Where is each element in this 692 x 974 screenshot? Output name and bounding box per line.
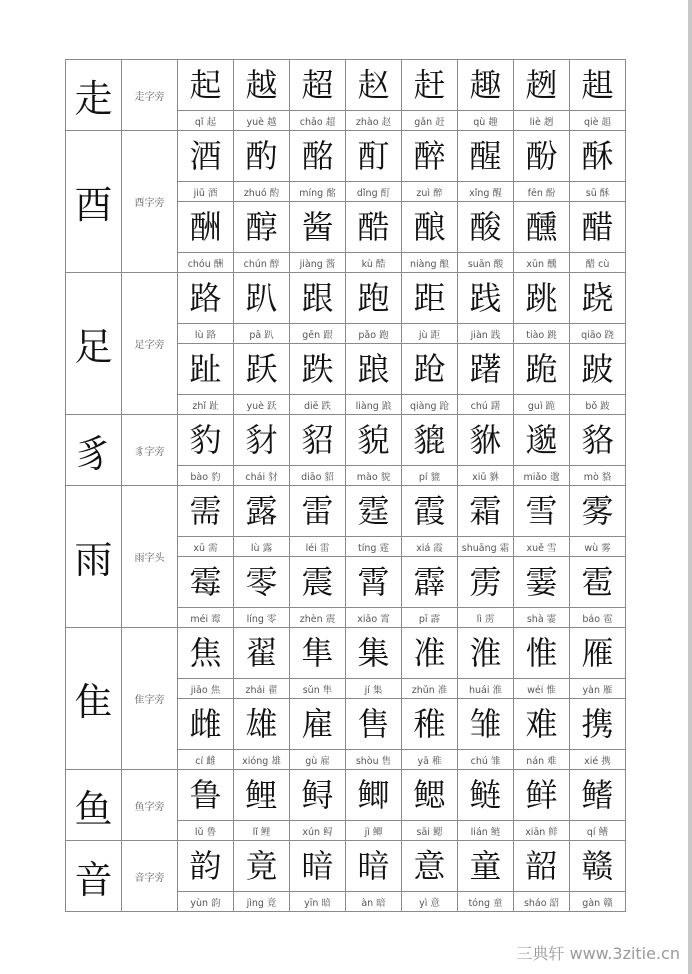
pinyin-cell: lù 路: [178, 324, 234, 344]
pinyin-cell: mào 貌: [346, 466, 402, 486]
pinyin-cell: jiàng 酱: [290, 253, 346, 273]
pinyin-cell: sháo 韶: [514, 892, 570, 912]
pinyin-cell: yīn 暗: [290, 892, 346, 912]
character-cell: 竟: [234, 841, 290, 892]
radical-name: 隹字旁: [122, 628, 178, 770]
character-cell: 霞: [402, 486, 458, 537]
character-cell: 淮: [458, 628, 514, 679]
character-cell: 翟: [234, 628, 290, 679]
pinyin-cell: bǒ 跛: [570, 395, 626, 415]
character-cell: 鲜: [514, 770, 570, 821]
character-cell: 韶: [514, 841, 570, 892]
pinyin-cell: tíng 霆: [346, 537, 402, 557]
pinyin-cell: wù 雾: [570, 537, 626, 557]
character-cell: 鲟: [290, 770, 346, 821]
pinyin-cell: gǎn 赶: [402, 111, 458, 131]
character-cell: 鲢: [458, 770, 514, 821]
pinyin-cell: yuè 越: [234, 111, 290, 131]
character-cell: 躇: [458, 344, 514, 395]
character-cell: 稚: [402, 699, 458, 750]
pinyin-cell: xiān 鲜: [514, 821, 570, 841]
character-cell: 霉: [178, 557, 234, 608]
char-row: [66, 273, 626, 324]
pinyin-cell: shòu 售: [346, 750, 402, 770]
pinyin-cell: qiāo 跷: [570, 324, 626, 344]
character-cell: 醋: [570, 202, 626, 253]
pinyin-cell: yuè 跃: [234, 395, 290, 415]
character-cell: 跷: [570, 273, 626, 324]
radical-name: 走字旁: [122, 60, 178, 131]
pinyin-cell: gù 雇: [290, 750, 346, 770]
radical-glyph: 鱼: [66, 770, 122, 841]
character-cell: 趣: [458, 60, 514, 111]
character-cell: 邈: [514, 415, 570, 466]
character-cell: 雁: [570, 628, 626, 679]
character-cell: 暗: [346, 841, 402, 892]
character-cell: 售: [346, 699, 402, 750]
char-row: [66, 770, 626, 821]
pinyin-cell: mò 貉: [570, 466, 626, 486]
pinyin-cell: dǐng 酊: [346, 182, 402, 202]
pinyin-cell: lù 露: [234, 537, 290, 557]
pinyin-cell: jù 距: [402, 324, 458, 344]
pinyin-cell: qù 趣: [458, 111, 514, 131]
pinyin-cell: zuì 醉: [402, 182, 458, 202]
character-cell: 酚: [514, 131, 570, 182]
character-cell: 露: [234, 486, 290, 537]
pinyin-cell: chóu 酬: [178, 253, 234, 273]
character-cell: 酬: [178, 202, 234, 253]
character-cell: 践: [458, 273, 514, 324]
radical-glyph: 音: [66, 841, 122, 912]
pinyin-cell: pā 趴: [234, 324, 290, 344]
char-row: [66, 60, 626, 111]
character-cell: 雾: [570, 486, 626, 537]
pinyin-cell: jiāo 焦: [178, 679, 234, 699]
pinyin-cell: yì 意: [402, 892, 458, 912]
character-cell: 貂: [290, 415, 346, 466]
pinyin-cell: liè 趔: [514, 111, 570, 131]
character-cell: 携: [570, 699, 626, 750]
pinyin-cell: jì 鲫: [346, 821, 402, 841]
character-cell: 超: [290, 60, 346, 111]
pinyin-cell: gàn 赣: [570, 892, 626, 912]
character-cell: 跛: [570, 344, 626, 395]
pinyin-cell: yā 稚: [402, 750, 458, 770]
char-row: [66, 131, 626, 182]
character-cell: 霜: [458, 486, 514, 537]
pinyin-cell: qiàng 跄: [402, 395, 458, 415]
character-cell: 酿: [402, 202, 458, 253]
character-cell: 雹: [570, 557, 626, 608]
pinyin-cell: pǎo 跑: [346, 324, 402, 344]
pinyin-cell: lì 雳: [458, 608, 514, 628]
pinyin-cell: léi 雷: [290, 537, 346, 557]
character-cell: 踉: [346, 344, 402, 395]
pinyin-cell: qǐ 起: [178, 111, 234, 131]
character-cell: 雌: [178, 699, 234, 750]
character-cell: 貅: [458, 415, 514, 466]
pinyin-cell: àn 暗: [346, 892, 402, 912]
pinyin-cell: líng 零: [234, 608, 290, 628]
pinyin-cell: sǔn 隼: [290, 679, 346, 699]
pinyin-cell: liàng 踉: [346, 395, 402, 415]
character-cell: 酌: [234, 131, 290, 182]
character-cell: 鲤: [234, 770, 290, 821]
character-cell: 酩: [290, 131, 346, 182]
pinyin-cell: shuāng 霜: [458, 537, 514, 557]
pinyin-cell: gēn 跟: [290, 324, 346, 344]
pinyin-cell: zhǔn 准: [402, 679, 458, 699]
character-cell: 豹: [178, 415, 234, 466]
character-cell: 趴: [234, 273, 290, 324]
pinyin-cell: jí 集: [346, 679, 402, 699]
pinyin-cell: pí 貔: [402, 466, 458, 486]
character-cell: 霄: [346, 557, 402, 608]
character-cell: 醺: [514, 202, 570, 253]
radical-glyph: 足: [66, 273, 122, 415]
footer-brand: 三典轩 www.3zitie.cn: [516, 944, 680, 963]
pinyin-cell: wéi 惟: [514, 679, 570, 699]
pinyin-cell: xuě 雪: [514, 537, 570, 557]
copybook-table: [65, 59, 626, 912]
character-cell: 酱: [290, 202, 346, 253]
character-cell: 跟: [290, 273, 346, 324]
pinyin-cell: suān 酸: [458, 253, 514, 273]
character-cell: 起: [178, 60, 234, 111]
pinyin-cell: xiū 貅: [458, 466, 514, 486]
radical-name: 足字旁: [122, 273, 178, 415]
pinyin-cell: jiàn 践: [458, 324, 514, 344]
character-cell: 霆: [346, 486, 402, 537]
pinyin-cell: guì 跪: [514, 395, 570, 415]
character-cell: 趄: [570, 60, 626, 111]
pinyin-cell: zhái 翟: [234, 679, 290, 699]
radical-glyph: 雨: [66, 486, 122, 628]
character-cell: 豺: [234, 415, 290, 466]
pinyin-cell: xiāo 霄: [346, 608, 402, 628]
character-cell: 醉: [402, 131, 458, 182]
character-cell: 雷: [290, 486, 346, 537]
pinyin-cell: lián 鲢: [458, 821, 514, 841]
pinyin-cell: cí 雌: [178, 750, 234, 770]
character-cell: 路: [178, 273, 234, 324]
copybook-body: [66, 60, 626, 912]
character-cell: 雏: [458, 699, 514, 750]
pinyin-cell: pī 霹: [402, 608, 458, 628]
pinyin-cell: qí 鳍: [570, 821, 626, 841]
pinyin-cell: xún 鲟: [290, 821, 346, 841]
character-cell: 鲁: [178, 770, 234, 821]
character-cell: 准: [402, 628, 458, 679]
character-cell: 貉: [570, 415, 626, 466]
radical-glyph: 豸: [66, 415, 122, 486]
pinyin-cell: nán 难: [514, 750, 570, 770]
char-row: [66, 415, 626, 466]
character-cell: 雄: [234, 699, 290, 750]
character-cell: 趾: [178, 344, 234, 395]
pinyin-cell: lǔ 鲁: [178, 821, 234, 841]
pinyin-cell: yùn 韵: [178, 892, 234, 912]
character-cell: 霹: [402, 557, 458, 608]
pinyin-cell: míng 酩: [290, 182, 346, 202]
character-cell: 暗: [290, 841, 346, 892]
character-cell: 霎: [514, 557, 570, 608]
character-cell: 难: [514, 699, 570, 750]
char-row: [66, 841, 626, 892]
character-cell: 赣: [570, 841, 626, 892]
character-cell: 雪: [514, 486, 570, 537]
radical-glyph: 酉: [66, 131, 122, 273]
character-cell: 跪: [514, 344, 570, 395]
character-cell: 酷: [346, 202, 402, 253]
pinyin-cell: huái 淮: [458, 679, 514, 699]
character-cell: 酥: [570, 131, 626, 182]
character-cell: 雳: [458, 557, 514, 608]
pinyin-cell: diāo 貂: [290, 466, 346, 486]
pinyin-cell: qiè 趄: [570, 111, 626, 131]
character-cell: 醇: [234, 202, 290, 253]
character-cell: 赶: [402, 60, 458, 111]
pinyin-cell: sū 酥: [570, 182, 626, 202]
radical-name: 鱼字旁: [122, 770, 178, 841]
character-cell: 需: [178, 486, 234, 537]
pinyin-cell: xǐng 醒: [458, 182, 514, 202]
pinyin-cell: niàng 酿: [402, 253, 458, 273]
radical-name: 雨字头: [122, 486, 178, 628]
pinyin-cell: tóng 童: [458, 892, 514, 912]
pinyin-cell: fēn 酚: [514, 182, 570, 202]
pinyin-cell: chāo 超: [290, 111, 346, 131]
pinyin-cell: zhào 赵: [346, 111, 402, 131]
pinyin-cell: zhǐ 趾: [178, 395, 234, 415]
character-cell: 跌: [290, 344, 346, 395]
pinyin-cell: zhèn 震: [290, 608, 346, 628]
pinyin-cell: xié 携: [570, 750, 626, 770]
character-cell: 韵: [178, 841, 234, 892]
page-edge: [688, 0, 692, 974]
pinyin-cell: chái 豺: [234, 466, 290, 486]
character-cell: 醒: [458, 131, 514, 182]
pinyin-cell: jiǔ 酒: [178, 182, 234, 202]
character-cell: 鲫: [346, 770, 402, 821]
radical-name: 豸字旁: [122, 415, 178, 486]
character-cell: 鳍: [570, 770, 626, 821]
pinyin-cell: diē 跌: [290, 395, 346, 415]
pinyin-cell: kù 酷: [346, 253, 402, 273]
character-cell: 趔: [514, 60, 570, 111]
character-cell: 焦: [178, 628, 234, 679]
pinyin-cell: chú 雏: [458, 750, 514, 770]
pinyin-cell: xū 需: [178, 537, 234, 557]
radical-glyph: 隹: [66, 628, 122, 770]
character-cell: 隼: [290, 628, 346, 679]
pinyin-cell: xiá 霞: [402, 537, 458, 557]
character-cell: 跄: [402, 344, 458, 395]
pinyin-cell: lǐ 鲤: [234, 821, 290, 841]
pinyin-cell: 醋 cù: [570, 253, 626, 273]
pinyin-cell: báo 雹: [570, 608, 626, 628]
character-cell: 貌: [346, 415, 402, 466]
character-cell: 零: [234, 557, 290, 608]
char-row: [66, 486, 626, 537]
char-row: [66, 628, 626, 679]
character-cell: 惟: [514, 628, 570, 679]
character-cell: 越: [234, 60, 290, 111]
pinyin-cell: méi 霉: [178, 608, 234, 628]
character-cell: 集: [346, 628, 402, 679]
radical-name: 酉字旁: [122, 131, 178, 273]
character-cell: 酊: [346, 131, 402, 182]
character-cell: 雇: [290, 699, 346, 750]
character-cell: 跑: [346, 273, 402, 324]
pinyin-cell: chún 醇: [234, 253, 290, 273]
pinyin-cell: shà 霎: [514, 608, 570, 628]
character-cell: 酸: [458, 202, 514, 253]
character-cell: 酒: [178, 131, 234, 182]
character-cell: 鳃: [402, 770, 458, 821]
radical-glyph: 走: [66, 60, 122, 131]
character-cell: 意: [402, 841, 458, 892]
pinyin-cell: miǎo 邈: [514, 466, 570, 486]
pinyin-cell: bào 豹: [178, 466, 234, 486]
character-cell: 貔: [402, 415, 458, 466]
character-cell: 距: [402, 273, 458, 324]
pinyin-cell: jìng 竟: [234, 892, 290, 912]
pinyin-cell: yàn 雁: [570, 679, 626, 699]
pinyin-cell: xūn 醺: [514, 253, 570, 273]
character-cell: 赵: [346, 60, 402, 111]
pinyin-cell: chú 躇: [458, 395, 514, 415]
pinyin-cell: sāi 鳃: [402, 821, 458, 841]
character-cell: 童: [458, 841, 514, 892]
pinyin-cell: xióng 雄: [234, 750, 290, 770]
character-cell: 震: [290, 557, 346, 608]
radical-name: 音字旁: [122, 841, 178, 912]
character-cell: 跃: [234, 344, 290, 395]
pinyin-cell: zhuó 酌: [234, 182, 290, 202]
character-cell: 跳: [514, 273, 570, 324]
pinyin-cell: tiào 跳: [514, 324, 570, 344]
